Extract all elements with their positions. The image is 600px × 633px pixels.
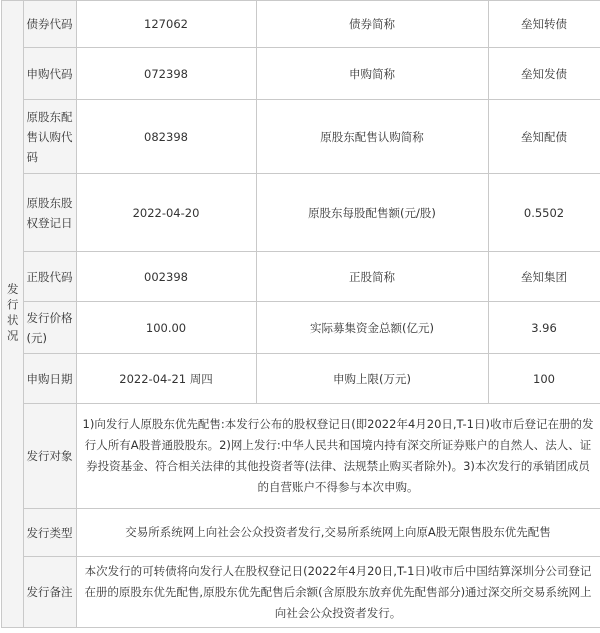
issue-type-label: 发行类型 bbox=[23, 509, 76, 557]
table-row bbox=[1, 174, 600, 252]
subscription-name-label: 申购简称 bbox=[256, 48, 488, 100]
funds-raised-label: 实际募集资金总额(亿元) bbox=[256, 302, 488, 354]
issue-target-label: 发行对象 bbox=[23, 404, 76, 509]
record-date-value: 2022-04-20 bbox=[76, 174, 256, 252]
subscription-date-label: 申购日期 bbox=[23, 354, 76, 404]
placement-code-label: 原股东配售认购代码 bbox=[23, 100, 76, 174]
table-row bbox=[1, 1, 600, 48]
issue-price-value: 100.00 bbox=[76, 302, 256, 354]
table-row bbox=[1, 252, 600, 302]
placement-code-value: 082398 bbox=[76, 100, 256, 174]
funds-raised-value: 3.96 bbox=[488, 302, 600, 354]
placement-name-label: 原股东配售认购简称 bbox=[256, 100, 488, 174]
subscription-date-value: 2022-04-21 周四 bbox=[76, 354, 256, 404]
issue-note-text: 本次发行的可转债将向发行人在股权登记日(2022年4月20日,T-1日)收市后中国结算深圳分公司登记在册的原股东优先配售,原股东优先配售后余额(含原股东放弃优先配售部分)通过深交所交易系统网上向社会公众投资者发行。 bbox=[76, 557, 600, 628]
bond-short-name-value: 垒知转债 bbox=[488, 1, 600, 48]
per-share-allotment-label: 原股东每股配售额(元/股) bbox=[256, 174, 488, 252]
stock-code-label: 正股代码 bbox=[23, 252, 76, 302]
stock-name-value: 垒知集团 bbox=[488, 252, 600, 302]
issue-info-table bbox=[1, 0, 600, 628]
table-row bbox=[1, 557, 600, 628]
bond-code-label: 债券代码 bbox=[23, 1, 76, 48]
issue-target-text: 1)向发行人原股东优先配售:本发行公布的股权登记日(即2022年4月20日,T-1日)收市后登记在册的发行人所有A股普通股股东。2)网上发行:中华人民共和国境内持有深交所证券账户的自然人、法人、证券投资基金、符合相关法律的其他投资者等(法律、法规禁止购买者除外)。3)本次发行的承销团成员的自营账户不得参与本次申购。 bbox=[76, 404, 600, 509]
placement-name-value: 垒知配债 bbox=[488, 100, 600, 174]
issue-type-text: 交易所系统网上向社会公众投资者发行,交易所系统网上向原A股无限售股东优先配售 bbox=[76, 509, 600, 557]
table-row bbox=[1, 354, 600, 404]
per-share-allotment-value: 0.5502 bbox=[488, 174, 600, 252]
table-row bbox=[1, 509, 600, 557]
stock-name-label: 正股简称 bbox=[256, 252, 488, 302]
table-row bbox=[1, 302, 600, 354]
subscription-code-label: 申购代码 bbox=[23, 48, 76, 100]
subscription-code-value: 072398 bbox=[76, 48, 256, 100]
subscription-limit-label: 申购上限(万元) bbox=[256, 354, 488, 404]
issue-note-label: 发行备注 bbox=[23, 557, 76, 628]
table-row bbox=[1, 48, 600, 100]
subscription-limit-value: 100 bbox=[488, 354, 600, 404]
issue-price-label: 发行价格(元) bbox=[23, 302, 76, 354]
subscription-name-value: 垒知发债 bbox=[488, 48, 600, 100]
stock-code-value: 002398 bbox=[76, 252, 256, 302]
record-date-label: 原股东股权登记日 bbox=[23, 174, 76, 252]
table-row bbox=[1, 404, 600, 509]
table-row bbox=[1, 100, 600, 174]
bond-code-value: 127062 bbox=[76, 1, 256, 48]
section-label: 发行状况 bbox=[1, 1, 23, 628]
bond-short-name-label: 债券简称 bbox=[256, 1, 488, 48]
